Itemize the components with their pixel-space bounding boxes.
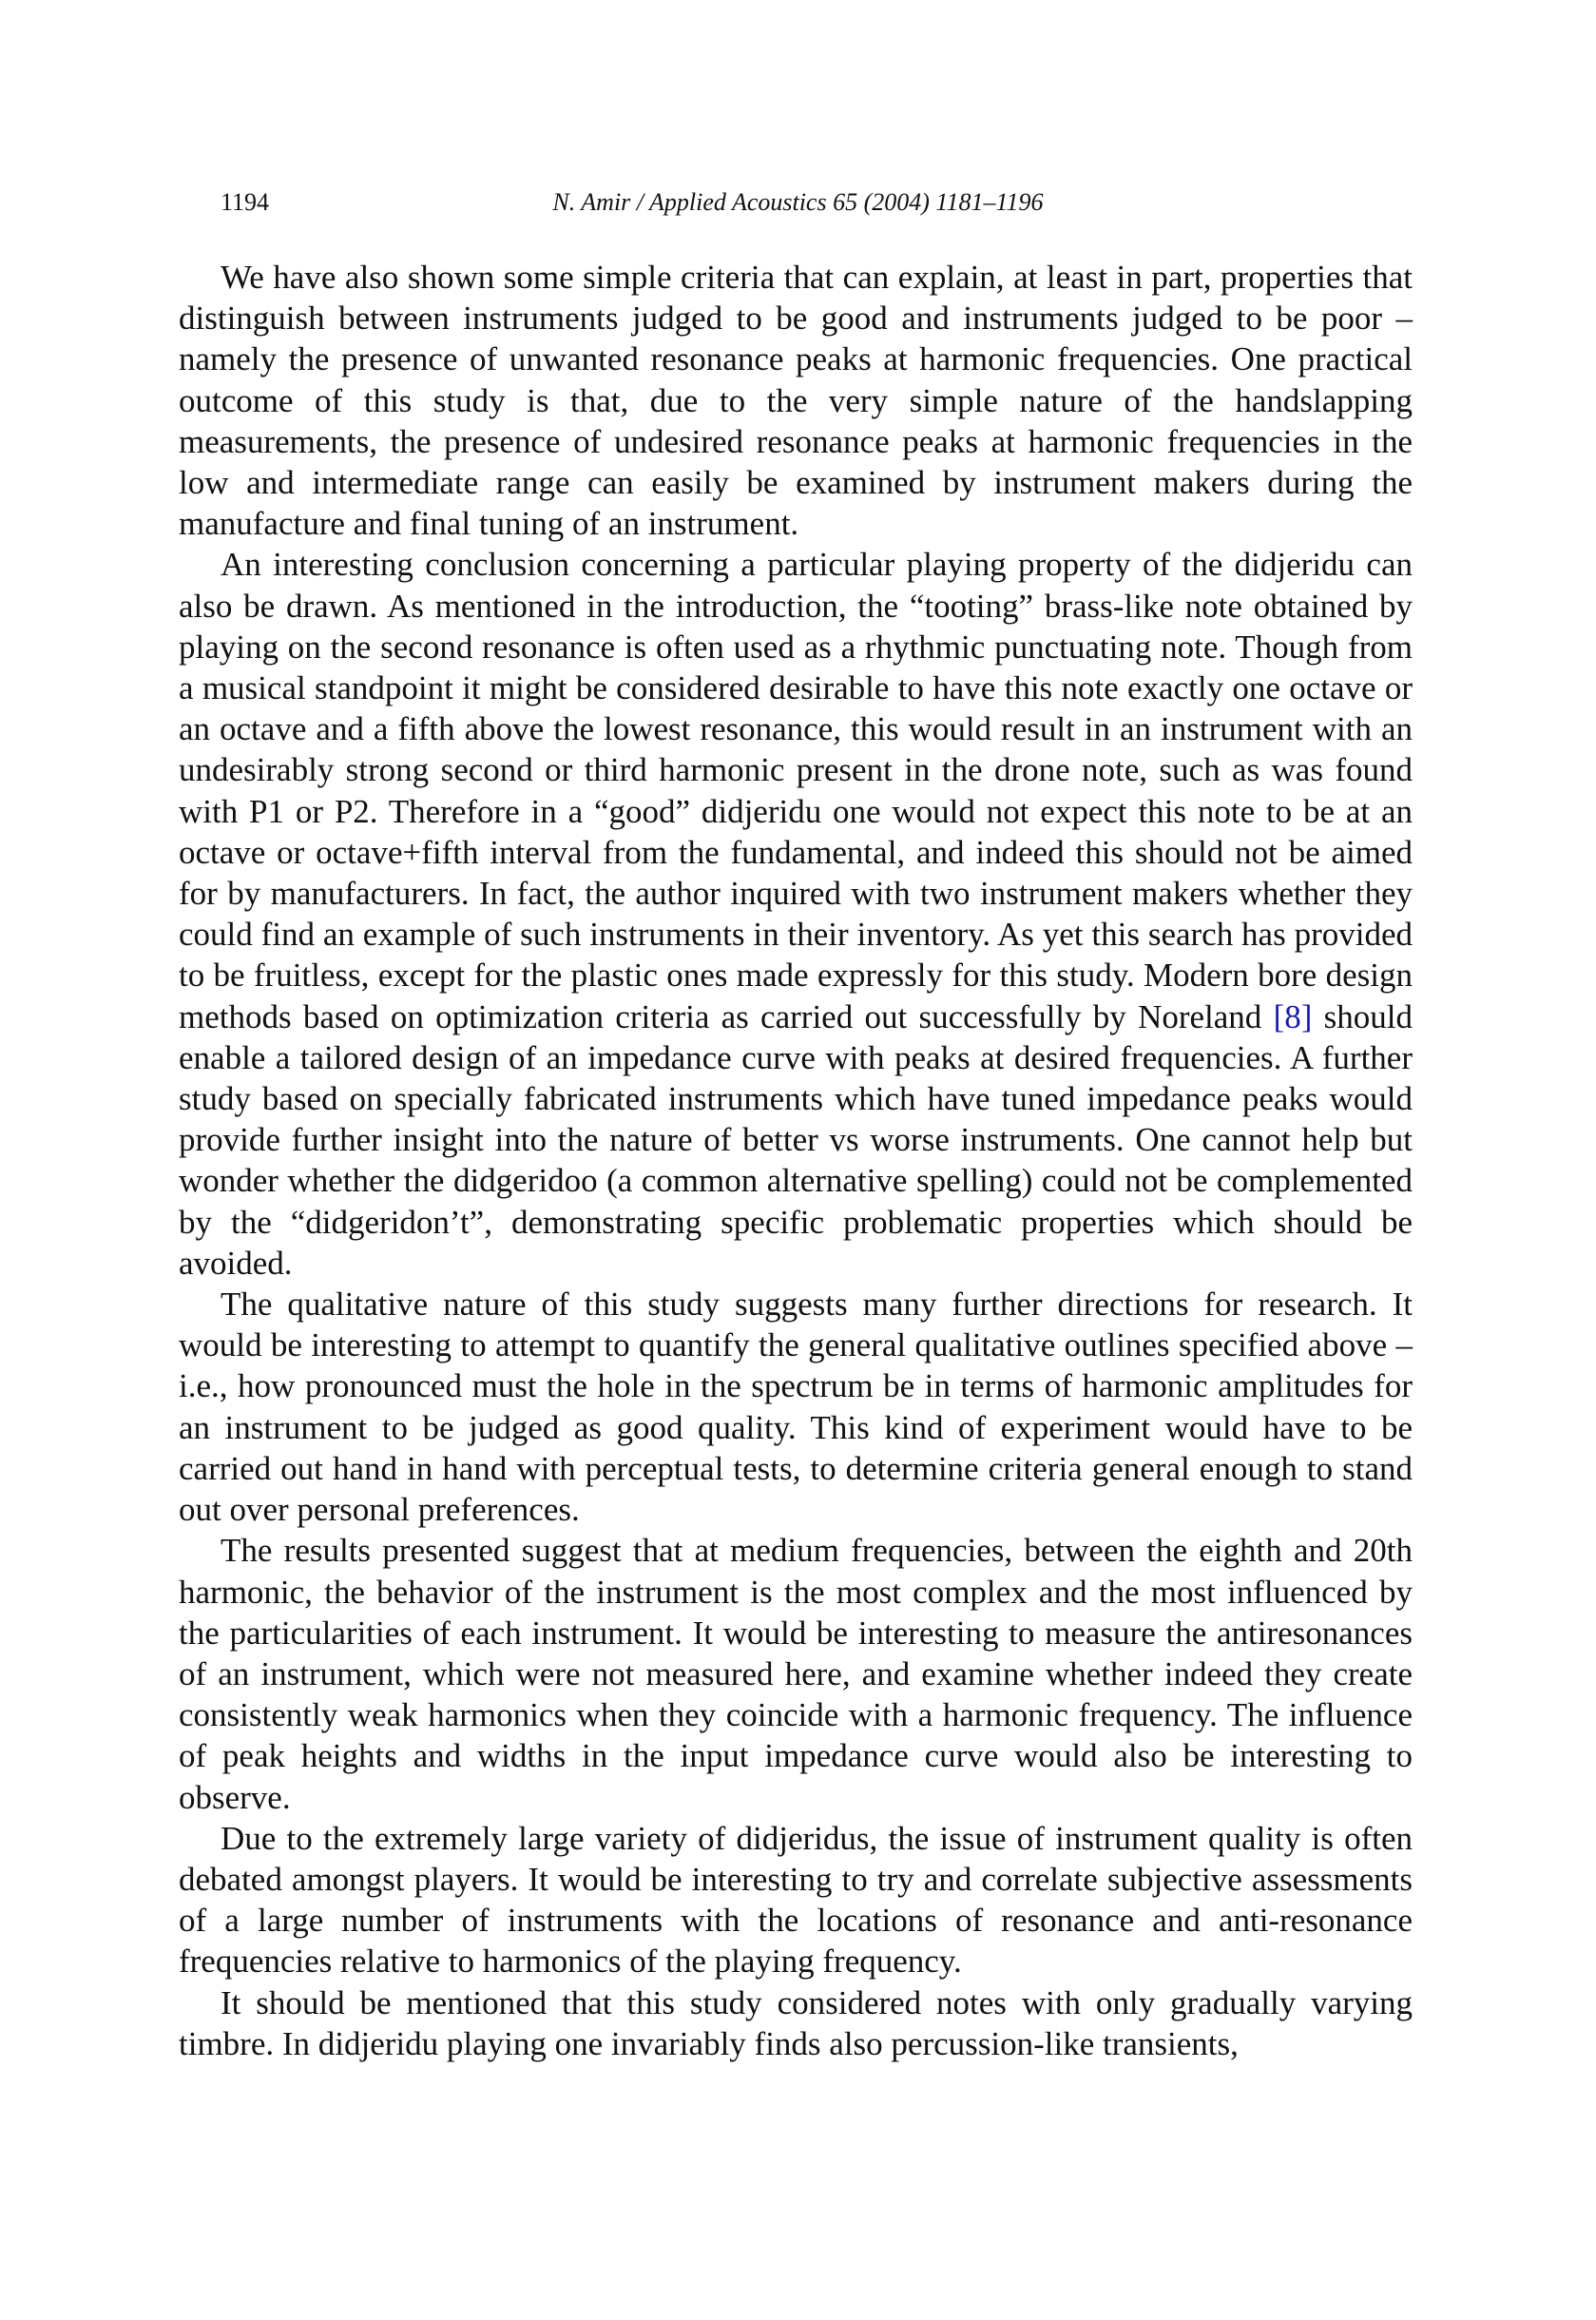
paragraph-6: It should be mentioned that this study considered notes with only gradually varying timbre. In didjeridu playing one invariably finds also percussion-like transients, (179, 1983, 1413, 2062)
page-number: 1194 (221, 188, 270, 216)
paragraph-1: We have also shown some simple criteria that can explain, at least in part, properties that distinguish between instruments judged to be good and instruments judged to be poor – namely the presence of unwanted resonance peaks at harmonic frequencies. One practical outcome of this study is that, due to the very simple nature of the handslapping measurements, the presence of undesired resonance peaks at harmonic frequencies in the low and intermediate range can easily be examined by instrument makers during the manufacture and final tuning of an instrument. (179, 259, 1413, 543)
paragraph-5: Due to the extremely large variety of didjeridus, the issue of instrument quality is often debated amongst players. It would be interesting to try and correlate subjective assessments of a large number of instruments with the locations of resonance and anti-resonance frequencies relative to harmonics of the playing frequency. (179, 1819, 1413, 1981)
paragraph-4: The results presented suggest that at medium frequencies, between the eighth and 20th harmonic, the behavior of the instrument is the most complex and the most influenced by the particularities of each instrument. It would be interesting to measure the antiresonances of an instrument, which were not measured here, and examine whether indeed they create consistently weak harmonics when they coincide with a harmonic frequency. The influence of peak heights and widths in the input impedance curve would also be interesting to observe. (179, 1532, 1413, 1816)
body-text (179, 257, 1413, 2064)
paragraph-2 (179, 544, 1413, 1284)
paragraph-2-text-end: should enable a tailored design of an impedance curve with peaks at desired frequencies. A further study based on specially fabricated instruments which have tuned impedance peaks would provide further insight into the nature of better vs worse instruments. One cannot help but wonder whether the didgeridoo (a common alternative spelling) could not be complemented by the “didgeridon’t”, demonstrating specific problematic properties which should be avoided. (179, 997, 1413, 1282)
reference-link-8[interactable]: [8] (1273, 997, 1313, 1035)
page-header (0, 186, 1596, 219)
running-title: N. Amir / Applied Acoustics 65 (2004) 1181–1196 (552, 188, 1044, 216)
paragraph-3: The qualitative nature of this study suggests many further directions for research. It would be interesting to attempt to quantify the general qualitative outlines specified above – i.e., how pronounced must the hole in the spectrum be in terms of harmonic amplitudes for an instrument to be judged as good quality. This kind of experiment would have to be carried out hand in hand with perceptual tests, to determine criteria general enough to stand out over personal preferences. (179, 1286, 1413, 1529)
paragraph-2-text-start: An interesting conclusion concerning a particular playing property of the didjeridu can also be drawn. As mentioned in the introduction, the “tooting” brass-like note obtained by playing on the second resonance is often used as a rhythmic punctuating note. Though from a musical standpoint it might be considered desirable to have this note exactly one octave or an octave and a fifth above the lowest resonance, this would result in an instrument with an undesirably strong second or third harmonic present in the drone note, such as was found with P1 or P2. Therefore in a “good” didjeridu one would not expect this note to be at an octave or octave+fifth interval from the fundamental, and indeed this should not be aimed for by manufacturers. In fact, the author inquired with two instrument makers whether they could find an example of such instruments in their inventory. As yet this search has provided to be fruitless, except for the plastic ones made expressly for this study. Modern bore design methods based on optimization criteria as carried out successfully by Noreland (179, 546, 1413, 1035)
